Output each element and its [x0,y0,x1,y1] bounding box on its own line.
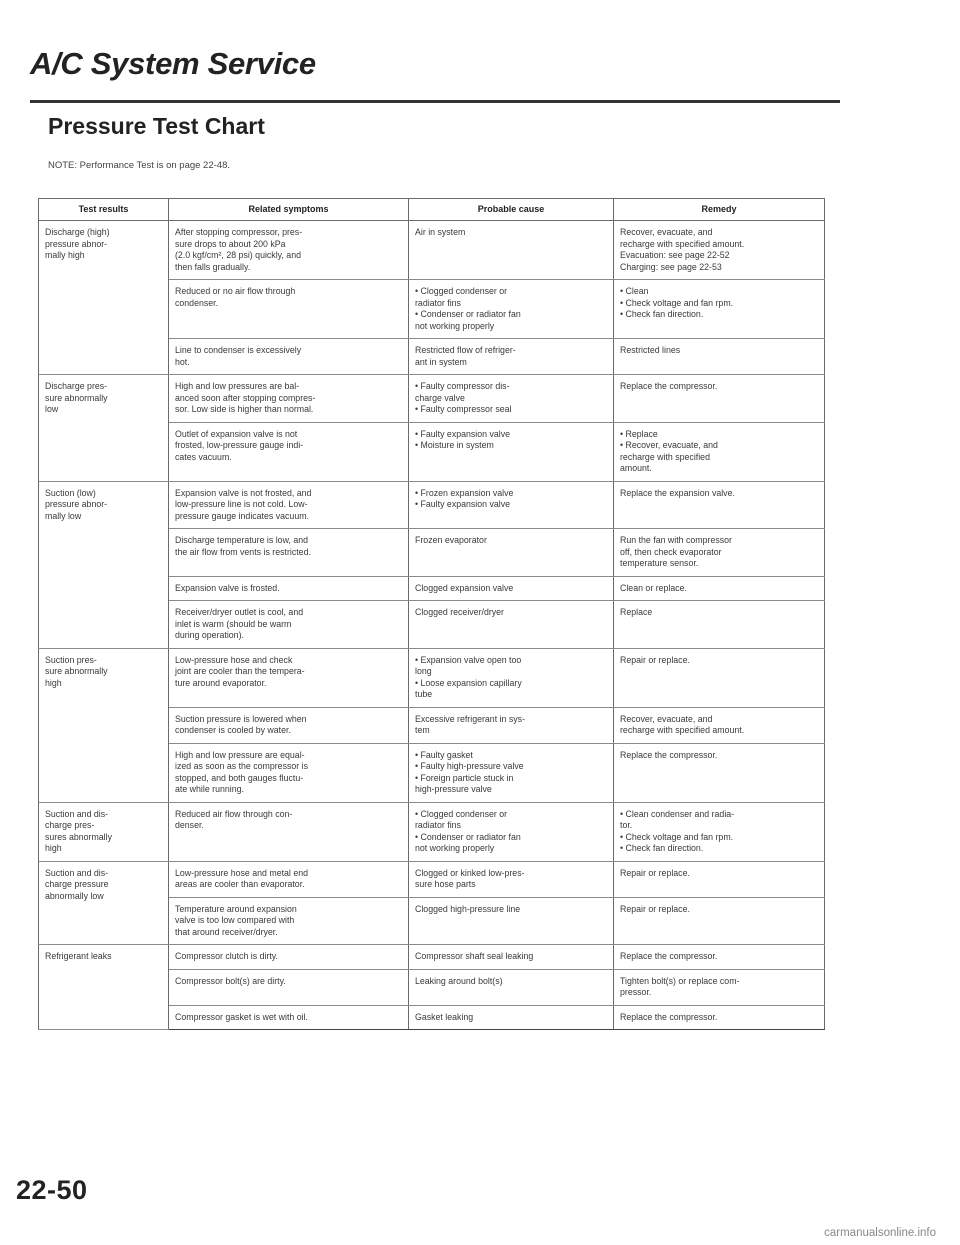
symptom-cell [169,481,409,529]
table-row [39,802,825,861]
test-result-cell-line: Suction pres- [45,654,97,665]
cause-cell-line: • Condenser or radiator fan [415,309,521,319]
remedy-cell-line: Replace [620,607,653,617]
cause-cell-line: long [415,666,432,676]
test-result-cell-line: mally low [45,510,82,521]
remedy-cell-line: • Clean condenser and radia- [620,808,735,819]
remedy-cell [614,969,825,1005]
symptom-cell-line: (2.0 kgf/cm², 28 psi) quickly, and [175,250,301,260]
test-result-cell-line: Discharge pres- [45,381,108,391]
cause-cell [409,1005,614,1030]
symptom-cell-line: that around receiver/dryer. [175,926,278,937]
remedy-cell [614,529,825,577]
column-header-related-symptoms: Related symptoms [169,199,409,221]
remedy-cell-line: tor. [620,820,633,830]
remedy-cell-line: • Replace [620,428,658,439]
cause-cell-line: • Frozen expansion valve [415,487,514,498]
cause-cell-line: Clogged or kinked low-pres- [415,867,525,878]
symptom-cell-line: Outlet of expansion valve is not [175,428,298,439]
cause-cell-line: • Faulty compressor dis- [415,381,510,391]
remedy-cell-line: • Check fan direction. [620,843,704,853]
symptom-cell-line: ture around evaporator. [175,677,267,688]
test-result-cell [39,221,169,375]
cause-cell-line: Clogged expansion valve [415,582,514,593]
test-result-cell [39,481,169,648]
symptom-cell-line: areas are cooler than evaporator. [175,879,305,889]
symptom-cell [169,707,409,743]
table-row [39,945,825,970]
cause-cell-line: tem [415,725,430,735]
symptom-cell-line: cates vacuum. [175,451,232,462]
table-row [39,648,825,707]
remedy-cell-line: pressor. [620,987,652,997]
remedy-cell [614,221,825,280]
cause-cell-line: • Faulty high-pressure valve [415,761,524,771]
cause-cell-line: charge valve [415,392,465,403]
remedy-cell [614,280,825,339]
cause-cell-line: Clogged high-pressure line [415,903,521,914]
remedy-cell [614,576,825,601]
page-title: A/C System Service [30,46,316,81]
test-result-cell [39,375,169,482]
test-result-cell-line: pressure abnor- [45,499,108,509]
remedy-cell [614,481,825,529]
symptom-cell [169,1005,409,1030]
cause-cell-line: Leaking around bolt(s) [415,975,503,986]
cause-cell-line: • Expansion valve open too [415,654,522,665]
watermark-text: carmanualsonline.info [824,1227,936,1239]
symptom-cell-line: sor. Low side is higher than normal. [175,404,314,414]
remedy-cell-line: Charging: see page 22-53 [620,261,722,272]
symptom-cell-line: stopped, and both gauges fluctu- [175,772,304,783]
symptom-cell [169,529,409,577]
symptom-cell-line: inlet is warm (should be warm [175,618,292,629]
cause-cell-line: high-pressure valve [415,784,492,794]
symptom-cell-line: anced soon after stopping compres- [175,392,316,403]
remedy-cell [614,945,825,970]
remedy-cell [614,897,825,945]
symptom-cell-line: ized as soon as the compressor is [175,761,308,771]
symptom-cell-line: Suction pressure is lowered when [175,713,307,724]
symptom-cell-line: Discharge temperature is low, and [175,535,308,545]
cause-cell-line: Air in system [415,227,466,237]
remedy-cell [614,802,825,861]
remedy-cell-line: • Check fan direction. [620,309,704,319]
remedy-cell [614,707,825,743]
symptom-cell-line: Low-pressure hose and check [175,654,293,665]
table-row [39,861,825,897]
symptom-cell-line: condenser is cooled by water. [175,725,291,735]
test-result-cell-line: sures abnormally [45,831,112,842]
symptom-cell-line: After stopping compressor, pres- [175,227,303,237]
remedy-cell-line: recharge with specified [620,451,710,462]
test-result-cell-line: pressure abnor- [45,238,108,249]
cause-cell-line: Excessive refrigerant in sys- [415,713,525,724]
cause-cell [409,861,614,897]
remedy-cell-line: recharge with specified amount. [620,725,745,735]
cause-cell [409,280,614,339]
symptom-cell-line: Reduced air flow through con- [175,808,293,819]
cause-cell-line: • Faulty expansion valve [415,428,511,439]
cause-cell-line: • Foreign particle stuck in [415,772,514,783]
symptom-cell-line: Expansion valve is not frosted, and [175,487,312,498]
test-result-cell-line: Suction and dis- [45,867,109,878]
symptom-cell-line: hot. [175,356,190,367]
cause-cell-line: • Faulty compressor seal [415,404,512,414]
cause-cell-line: not working properly [415,320,495,331]
cause-cell-line: sure hose parts [415,879,476,889]
remedy-cell-line: Tighten bolt(s) or replace com- [620,975,740,986]
remedy-cell-line: Replace the compressor. [620,749,718,760]
symptom-cell-line: denser. [175,820,204,830]
test-result-cell-line: Discharge (high) [45,227,110,237]
symptom-cell [169,375,409,423]
column-header-remedy: Remedy [614,199,825,221]
symptom-cell [169,648,409,707]
cause-cell [409,375,614,423]
cause-cell-line: • Clogged condenser or [415,808,508,819]
cause-cell-line: • Loose expansion capillary [415,677,522,688]
table-row [39,481,825,529]
cause-cell [409,339,614,375]
cause-cell-line: tube [415,689,433,699]
symptom-cell-line: Compressor bolt(s) are dirty. [175,975,286,986]
test-result-cell-line: Refrigerant leaks [45,951,112,961]
section-title: Pressure Test Chart [48,113,265,139]
symptom-cell [169,945,409,970]
remedy-cell-line: Clean or replace. [620,582,687,593]
cause-cell-line: • Moisture in system [415,440,494,450]
test-result-cell-line: charge pres- [45,820,95,830]
cause-cell-line: radiator fins [415,820,461,830]
test-result-cell-line: high [45,677,62,688]
remedy-cell [614,422,825,481]
page-number: 22-50 [16,1175,88,1205]
cause-cell [409,221,614,280]
symptom-cell-line: Expansion valve is frosted. [175,582,280,593]
remedy-cell-line: recharge with specified amount. [620,238,745,249]
test-result-cell [39,648,169,802]
test-result-cell-line: Suction (low) [45,487,96,498]
cause-cell [409,707,614,743]
symptom-cell [169,601,409,649]
remedy-cell-line: Replace the compressor. [620,1011,718,1022]
remedy-cell-line: Replace the compressor. [620,951,718,961]
cause-cell-line: Compressor shaft seal leaking [415,951,534,961]
cause-cell [409,648,614,707]
remedy-cell-line: Replace the expansion valve. [620,487,735,498]
cause-cell [409,743,614,802]
cause-cell [409,481,614,529]
remedy-cell-line: • Recover, evacuate, and [620,440,718,450]
symptom-cell-line: low-pressure line is not cold. Low- [175,499,308,509]
remedy-cell [614,375,825,423]
remedy-cell-line: temperature sensor. [620,558,699,568]
symptom-cell-line: Temperature around expansion [175,903,297,914]
cause-cell-line: radiator fins [415,297,461,308]
symptom-cell-line: valve is too low compared with [175,915,295,925]
remedy-cell [614,861,825,897]
remedy-cell-line: Repair or replace. [620,903,690,914]
remedy-cell-line: • Check voltage and fan rpm. [620,297,734,308]
cause-cell-line: Frozen evaporator [415,535,487,545]
cause-cell [409,576,614,601]
test-result-cell-line: mally high [45,250,85,260]
symptom-cell [169,422,409,481]
remedy-cell-line: off, then check evaporator [620,546,722,557]
remedy-cell-line: Recover, evacuate, and [620,227,713,237]
cause-cell-line: Clogged receiver/dryer [415,607,504,617]
symptom-cell [169,576,409,601]
symptom-cell-line: Receiver/dryer outlet is cool, and [175,607,304,617]
symptom-cell-line: the air flow from vents is restricted. [175,546,311,557]
remedy-cell-line: Repair or replace. [620,654,690,665]
symptom-cell-line: ate while running. [175,784,244,794]
remedy-cell [614,339,825,375]
pressure-test-table [38,198,825,1030]
symptom-cell-line: sure drops to about 200 kPa [175,238,286,249]
remedy-cell-line: Recover, evacuate, and [620,713,713,724]
cause-cell-line: • Clogged condenser or [415,286,508,296]
remedy-cell-line: Restricted lines [620,345,681,355]
cause-cell [409,802,614,861]
remedy-cell-line: • Clean [620,286,649,296]
cause-cell-line: not working properly [415,843,495,853]
symptom-cell [169,969,409,1005]
cause-cell [409,422,614,481]
cause-cell [409,969,614,1005]
remedy-cell [614,1005,825,1030]
test-result-cell [39,945,169,1030]
symptom-cell [169,339,409,375]
remedy-cell-line: Repair or replace. [620,867,690,878]
remedy-cell-line: Run the fan with compressor [620,535,732,545]
cause-cell [409,897,614,945]
symptom-cell [169,861,409,897]
symptom-cell-line: Reduced or no air flow through [175,286,296,296]
test-result-cell-line: sure abnormally [45,666,108,676]
cause-cell [409,601,614,649]
test-result-cell [39,861,169,945]
symptom-cell-line: then falls gradually. [175,261,251,272]
symptom-cell-line: Line to condenser is excessively [175,345,302,355]
symptom-cell-line: High and low pressures are bal- [175,381,300,391]
cause-cell-line: ant in system [415,356,467,367]
symptom-cell [169,221,409,280]
cause-cell-line: Gasket leaking [415,1011,474,1022]
cause-cell-line: Restricted flow of refriger- [415,345,516,355]
test-result-cell [39,802,169,861]
remedy-cell-line: • Check voltage and fan rpm. [620,831,734,842]
test-result-cell-line: charge pressure [45,879,109,889]
symptom-cell-line: Compressor gasket is wet with oil. [175,1011,308,1022]
cause-cell-line: • Faulty gasket [415,749,473,760]
symptom-cell [169,802,409,861]
test-result-cell-line: low [45,404,59,414]
performance-test-note: NOTE: Performance Test is on page 22-48. [48,160,230,171]
remedy-cell-line: amount. [620,463,652,473]
table-row [39,375,825,423]
symptom-cell-line: condenser. [175,297,219,308]
remedy-cell-line: Replace the compressor. [620,381,718,391]
symptom-cell [169,743,409,802]
cause-cell-line: • Condenser or radiator fan [415,831,521,842]
symptom-cell [169,897,409,945]
test-result-cell-line: Suction and dis- [45,808,109,819]
remedy-cell-line: Evacuation: see page 22-52 [620,250,730,260]
column-header-probable-cause: Probable cause [409,199,614,221]
symptom-cell-line: joint are cooler than the tempera- [175,666,305,676]
symptom-cell-line: Compressor clutch is dirty. [175,951,278,961]
cause-cell [409,945,614,970]
cause-cell [409,529,614,577]
table-body [39,221,825,1030]
symptom-cell-line: pressure gauge indicates vacuum. [175,510,309,521]
remedy-cell [614,601,825,649]
test-result-cell-line: abnormally low [45,890,104,901]
remedy-cell [614,743,825,802]
cause-cell-line: • Faulty expansion valve [415,499,511,509]
symptom-cell-line: frosted, low-pressure gauge indi- [175,440,304,450]
column-header-test-results: Test results [39,199,169,221]
test-result-cell-line: sure abnormally [45,392,108,403]
table-header-row [39,199,825,221]
table-row [39,221,825,280]
symptom-cell [169,280,409,339]
test-result-cell-line: high [45,843,62,853]
symptom-cell-line: High and low pressure are equal- [175,749,305,760]
title-divider [30,100,840,103]
symptom-cell-line: Low-pressure hose and metal end [175,867,309,878]
symptom-cell-line: during operation). [175,630,244,640]
remedy-cell [614,648,825,707]
